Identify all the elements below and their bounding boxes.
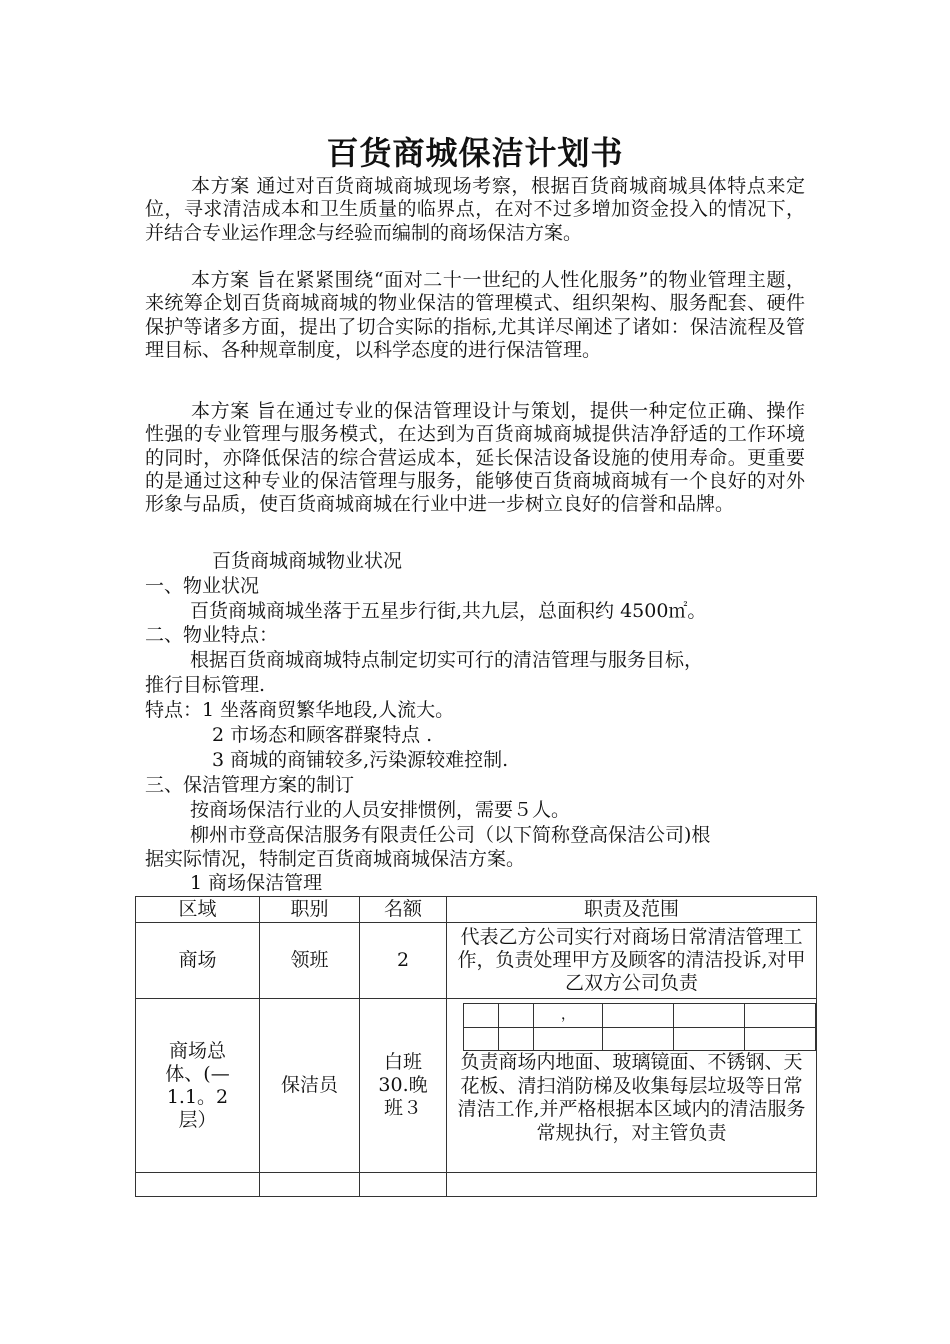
feature-1: 特点：1 坐落商贸繁华地段,人流大。 bbox=[145, 699, 455, 721]
row1-count: 2 bbox=[360, 923, 447, 999]
header-role: 职别 bbox=[260, 897, 360, 923]
row2-role: 保洁员 bbox=[260, 999, 360, 1173]
row1-area: 商场 bbox=[136, 923, 260, 999]
row1-duty: 代表乙方公司实行对商场日常清洁管理工作，负责处理甲方及顾客的清洁投诉,对甲乙双方公司负责 bbox=[447, 923, 817, 999]
table-row bbox=[136, 1173, 817, 1197]
section-3-title: 三、保洁管理方案的制订 bbox=[145, 774, 355, 796]
stray-mark: ， bbox=[534, 1004, 603, 1028]
subsection-title: 1 商场保洁管理 bbox=[190, 872, 323, 894]
row2-area: 商场总体、(—1.1。2层） bbox=[136, 999, 260, 1173]
section-1-text: 百货商城商城坐落于五星步行街,共九层，总面积约 4500㎡。 bbox=[190, 600, 707, 622]
section-2-text-line-2: 推行目标管理. bbox=[145, 674, 266, 696]
row2-count: 白班30.晚班３ bbox=[360, 999, 447, 1173]
intro-paragraph-1: 本方案 通过对百货商城商城现场考察，根据百货商城商城具体特点来定位，寻求清洁成本和卫生质量的临界点，在对不过多增加资金投入的情况下，并结合专业运作理念与经验而编制的商场保洁方案。 bbox=[145, 175, 805, 244]
feature-2: 2 市场态和顾客群聚特点 . bbox=[212, 724, 433, 746]
row2-duty: 负责商场内地面、玻璃镜面、不锈钢、天花板、清扫消防梯及收集每层垃圾等日常清洁工作,并严格根据本区域内的清洁服务常规执行，对主管负责 bbox=[457, 1051, 806, 1144]
row2-duty-cell bbox=[447, 999, 817, 1173]
section-1-title: 一、物业状况 bbox=[145, 575, 260, 597]
header-area: 区域 bbox=[136, 897, 260, 923]
intro-paragraph-2: 本方案 旨在紧紧围绕“面对二十一世纪的人性化服务”的物业管理主题，来统筹企划百货商城商城的物业保洁的管理模式、组织架构、服务配套、硬件保护等诸多方面，提出了切合实际的指标,尤其详尽阐述了诸如：保洁流程及管理目标、各种规章制度，以科学态度的进行保洁管理。 bbox=[145, 269, 805, 361]
header-duty: 职责及范围 bbox=[447, 897, 817, 923]
staffing-table bbox=[135, 896, 817, 1197]
intro-paragraph-3: 本方案 旨在通过专业的保洁管理设计与策划，提供一种定位正确、操作性强的专业管理与服务模式，在达到为百货商城商城提供洁净舒适的工作环境的同时，亦降低保洁的综合营运成本，延长保洁设备设施的使用寿命。更重要的是通过这种专业的保洁管理与服务，能够使百货商城商城有一个良好的对外形象与品质，使百货商城商城在行业中进一步树立良好的信誉和品牌。 bbox=[145, 400, 805, 516]
section-2-text-line-1: 根据百货商城商城特点制定切实可行的清洁管理与服务目标， bbox=[190, 649, 704, 671]
feature-3: 3 商城的商铺较多,污染源较难控制. bbox=[212, 749, 509, 771]
table-header-row bbox=[136, 897, 817, 923]
table-row bbox=[136, 923, 817, 999]
header-count: 名额 bbox=[360, 897, 447, 923]
document-title: 百货商城保洁计划书 bbox=[326, 134, 624, 172]
section-heading: 百货商城商城物业状况 bbox=[212, 550, 403, 572]
section-3-text-1: 按商场保洁行业的人员安排惯例，需要５人。 bbox=[190, 799, 571, 821]
section-2-title: 二、物业特点： bbox=[145, 624, 279, 646]
nested-grid bbox=[447, 999, 816, 1051]
table-row bbox=[136, 999, 817, 1173]
row1-role: 领班 bbox=[260, 923, 360, 999]
section-3-text-2a: 柳州市登高保洁服务有限责任公司（以下简称登高保洁公司)根 bbox=[190, 824, 711, 846]
section-3-text-2b: 据实际情况，特制定百货商城商城保洁方案。 bbox=[145, 848, 526, 870]
